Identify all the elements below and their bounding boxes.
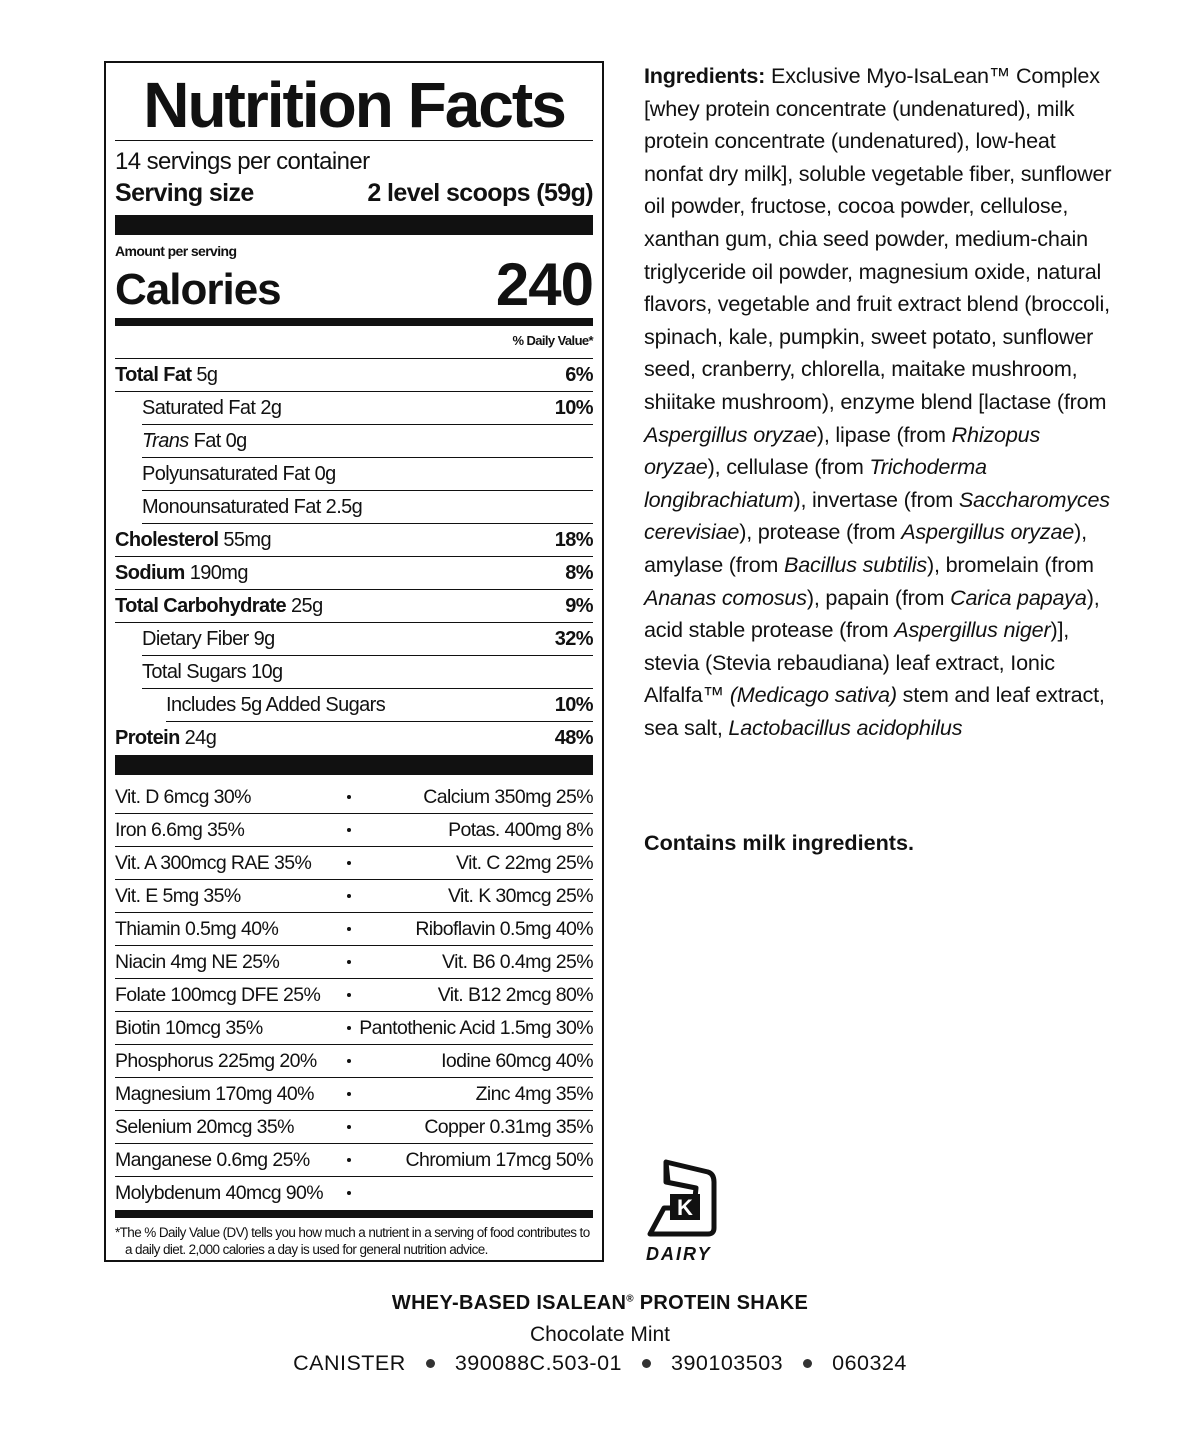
separator-dot	[426, 1359, 435, 1368]
ingredient-species: Ananas comosus	[644, 584, 807, 610]
calories-label: Calories	[115, 265, 281, 314]
nutrient-daily-value: 9%	[565, 594, 593, 617]
separator-dot	[642, 1359, 651, 1368]
registered-mark: ®	[626, 1293, 634, 1305]
vitamin-left: Thiamin 0.5mg 40%	[115, 917, 279, 940]
separator-dot	[803, 1359, 812, 1368]
vitamin-left: Vit. E 5mg 35%	[115, 884, 241, 907]
ingredient-species: Aspergillus oryzae	[644, 421, 817, 447]
servings-per-container: 14 servings per container	[115, 148, 370, 175]
serving-size-value: 2 level scoops (59g)	[367, 179, 593, 207]
nutrient-row	[115, 722, 593, 755]
vitamin-row	[115, 1045, 593, 1078]
bullet-dot	[347, 795, 351, 799]
nutrient-row	[142, 623, 593, 656]
ingredient-text: ), acid stable protease (from	[644, 584, 1100, 643]
calories-value: 240	[495, 251, 593, 318]
nutrient-amount: 25g	[286, 594, 323, 617]
vitamin-row	[115, 979, 593, 1012]
vitamin-left: Niacin 4mg NE 25%	[115, 950, 280, 973]
ingredient-text: Exclusive Myo-IsaLean™ Complex [whey protein concentrate (undenatured), milk protein concentrate (undenatured), low-heat nonfat dry milk], soluble vegetable fiber, sunflower oil powder, fructose, cocoa powder, cellulose, xanthan gum, chia seed powder, medium-chain triglyceride oil powder, magnesium oxide, natural flavors, vegetable and fruit extract blend (broccoli, spinach, kale, pumpkin, sweet potato, sunflower seed, cranberry, chlorella, maitake mushroom, shiitake mushroom), enzyme blend [lactase (from	[644, 63, 1112, 414]
bullet-dot	[347, 927, 351, 931]
serving-size-row	[115, 176, 593, 210]
amount-per-serving: Amount per serving	[115, 243, 237, 259]
ingredient-text: stem and leaf extract, sea salt,	[644, 682, 1105, 740]
vitamin-row	[115, 1111, 593, 1144]
ingredient-text: ), invertase (from	[793, 486, 959, 512]
ingredient-text: ), cellulase (from	[707, 454, 870, 480]
product-code: 390088C.503-01	[454, 1351, 623, 1375]
vitamin-right: Copper 0.31mg 35%	[424, 1115, 593, 1138]
vitamin-left: Iron 6.6mg 35%	[115, 818, 245, 841]
bullet-dot	[347, 993, 351, 997]
nutrient-row	[142, 392, 593, 425]
vitamin-right: Vit. K 30mcg 25%	[447, 884, 593, 907]
vitamin-left: Biotin 10mcg 35%	[115, 1016, 263, 1039]
bullet-dot	[347, 861, 351, 865]
bullet-dot	[347, 828, 351, 832]
vitamin-right: Vit. C 22mg 25%	[456, 851, 593, 874]
nutrient-row	[142, 491, 593, 524]
ingredient-text: ), amylase (from	[644, 519, 1087, 577]
kosher-label: DAIRY	[646, 1244, 712, 1264]
nutrient-row	[142, 425, 593, 458]
vitamin-row	[115, 1144, 593, 1177]
nutrient-row	[115, 524, 593, 557]
vitamin-row	[115, 781, 593, 814]
product-code: CANISTER	[293, 1351, 406, 1375]
vitamin-right: Potas. 400mg 8%	[448, 818, 593, 841]
ingredient-species: Aspergillus niger	[894, 617, 1051, 643]
ingredients-text	[644, 60, 1114, 744]
nutrient-amount: 5g	[191, 363, 218, 386]
nutrient-daily-value: 10%	[554, 693, 593, 716]
nutrient-row	[115, 359, 593, 392]
ingredient-species: Lactobacillus acidophilus	[728, 714, 963, 740]
ingredients-label: Ingredients:	[644, 63, 766, 88]
nutrition-facts-title: Nutrition Facts	[143, 69, 565, 141]
serving-size-label: Serving size	[115, 179, 254, 207]
nutrition-facts-panel	[104, 61, 604, 1262]
product-codes	[0, 1351, 1200, 1376]
nutrient-row	[115, 590, 593, 623]
bullet-dot	[347, 1158, 351, 1162]
nutrient-name: Dietary Fiber 9g	[142, 627, 275, 650]
daily-value-footnote	[115, 1224, 593, 1258]
vitamin-left: Manganese 0.6mg 25%	[115, 1148, 310, 1171]
nutrient-amount: 10g	[245, 660, 283, 683]
vitamin-left: Magnesium 170mg 40%	[115, 1082, 314, 1105]
product-flavor: Chocolate Mint	[529, 1323, 671, 1346]
nutrient-daily-value: 10%	[554, 396, 593, 419]
ingredient-text: )], stevia (Stevia rebaudiana) leaf extract, Ionic Alfalfa™	[644, 617, 1070, 708]
ingredient-species: Saccharomyces cerevisiae	[644, 486, 1110, 545]
vitamin-row	[115, 1177, 593, 1210]
ingredient-species: Carica papaya	[950, 584, 1087, 610]
nutrient-row	[115, 557, 593, 590]
nutrient-name: Trans Fat 0g	[142, 429, 247, 452]
vitamin-row	[115, 847, 593, 880]
nutrient-name: Polyunsaturated Fat 0g	[142, 462, 336, 485]
ingredient-species: (Medicago sativa)	[729, 682, 897, 708]
nutrient-daily-value: 48%	[554, 727, 593, 749]
product-code: 390103503	[671, 1351, 784, 1375]
vitamin-row	[115, 946, 593, 979]
vitamin-row	[115, 1012, 593, 1045]
nutrient-daily-value: 8%	[565, 561, 593, 584]
vitamin-row	[115, 814, 593, 847]
nutrient-amount: 2g	[255, 396, 282, 419]
ingredient-text: ), papain (from	[806, 584, 951, 610]
nutrient-row	[142, 656, 593, 689]
nutrient-list	[115, 359, 593, 755]
nutrient-row	[142, 458, 593, 491]
bullet-dot	[347, 1191, 351, 1195]
nutrient-name: Total Fat 5g	[115, 363, 218, 386]
vitamin-right: Pantothenic Acid 1.5mg 30%	[359, 1016, 593, 1039]
footnote-text: *The % Daily Value (DV) tells you how much a nutrient in a serving of food contributes to a daily diet. 2,000 calories a day is used for general nutrition advice.	[115, 1225, 590, 1257]
bullet-dot	[347, 1026, 351, 1030]
vitamin-row	[115, 1078, 593, 1111]
ingredients-list	[644, 63, 1111, 740]
nutrient-name: Sodium 190mg	[115, 561, 248, 584]
vitamin-left: Phosphorus 225mg 20%	[115, 1049, 317, 1072]
nutrient-amount: 0g	[309, 462, 336, 485]
allergen-statement: Contains milk ingredients.	[644, 830, 914, 855]
bullet-dot	[347, 960, 351, 964]
vitamin-row	[115, 913, 593, 946]
nutrient-daily-value: 18%	[554, 528, 593, 551]
nutrient-name: Saturated Fat 2g	[142, 396, 282, 419]
bullet-dot	[347, 1125, 351, 1129]
product-name: WHEY-BASED ISALEAN® PROTEIN SHAKE	[391, 1292, 809, 1314]
daily-value-header: % Daily Value*	[115, 326, 593, 359]
vitamin-left: Vit. D 6mcg 30%	[115, 785, 251, 808]
ingredient-species: Bacillus subtilis	[784, 551, 928, 577]
bullet-dot	[347, 1092, 351, 1096]
nutrient-row	[166, 689, 593, 722]
product-code: 060324	[832, 1351, 907, 1375]
ingredient-text: ), bromelain (from	[927, 551, 1094, 577]
vitamin-left: Selenium 20mcg 35%	[115, 1115, 294, 1138]
medium-divider	[115, 1210, 593, 1218]
kosher-letter: K	[677, 1195, 693, 1220]
thick-divider	[115, 755, 593, 775]
vitamin-mineral-list	[115, 781, 593, 1210]
nutrient-amount: 190mg	[184, 561, 248, 584]
ingredient-text: ), lipase (from	[816, 421, 952, 447]
ingredient-species: Trichoderma longibrachiatum	[644, 454, 987, 512]
nutrient-name: Includes 5g Added Sugars	[166, 693, 386, 716]
nutrient-daily-value: 32%	[554, 627, 593, 650]
nutrient-amount: 55mg	[218, 528, 272, 551]
vitamin-right: Zinc 4mg 35%	[475, 1082, 593, 1105]
nutrient-amount: Fat 0g	[188, 429, 247, 452]
vitamin-right: Vit. B6 0.4mg 25%	[442, 950, 593, 973]
bullet-dot	[347, 894, 351, 898]
vitamin-right: Iodine 60mcg 40%	[441, 1049, 593, 1072]
thick-divider	[115, 215, 593, 235]
vitamin-right: Calcium 350mg 25%	[423, 785, 593, 808]
nutrient-daily-value: 6%	[565, 363, 593, 386]
vitamin-right: Vit. B12 2mcg 80%	[437, 983, 593, 1006]
bullet-dot	[347, 1059, 351, 1063]
nutrient-name: Total Carbohydrate 25g	[115, 594, 323, 617]
ingredient-text: ), protease (from	[739, 519, 902, 545]
vitamin-right: Chromium 17mcg 50%	[405, 1148, 593, 1171]
nutrient-name: Protein 24g	[115, 727, 217, 749]
vitamin-row	[115, 880, 593, 913]
ingredient-species: Rhizopus oryzae	[644, 421, 1041, 480]
ingredient-species: Aspergillus oryzae	[901, 519, 1075, 545]
medium-divider	[115, 318, 593, 326]
nutrient-name: Total Sugars 10g	[142, 660, 283, 683]
vitamin-right: Riboflavin 0.5mg 40%	[415, 917, 593, 940]
nutrient-amount: 9g	[248, 627, 275, 650]
vitamin-left: Vit. A 300mcg RAE 35%	[115, 851, 312, 874]
nutrient-name: Monounsaturated Fat 2.5g	[142, 495, 363, 518]
nutrient-name: Cholesterol 55mg	[115, 528, 272, 551]
kosher-dairy-icon	[644, 1158, 724, 1268]
nutrient-amount: 24g	[179, 727, 217, 749]
vitamin-left: Folate 100mcg DFE 25%	[115, 983, 321, 1006]
vitamin-left: Molybdenum 40mcg 90%	[115, 1182, 324, 1204]
nutrient-amount: 2.5g	[320, 495, 363, 518]
